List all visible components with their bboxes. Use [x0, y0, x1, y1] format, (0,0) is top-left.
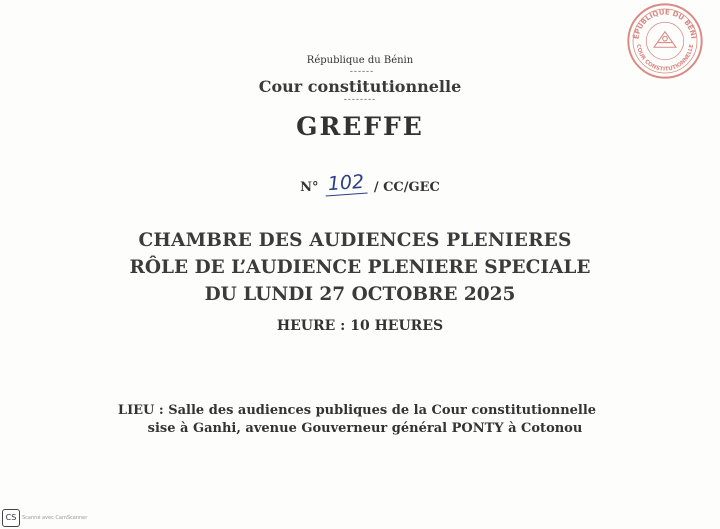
stamp-top-text: ÉPUBLIQUE DU BÉNI — [631, 7, 699, 40]
title-line-2: RÔLE DE L’AUDIENCE PLENIERE SPECIALE — [129, 257, 591, 278]
separator-top: ------ — [349, 67, 375, 77]
title-line-3: DU LUNDI 27 OCTOBRE 2025 — [204, 284, 516, 305]
location-line-1: LIEU : Salle des audiences publiques de la Cour constitutionnelle — [117, 403, 597, 418]
title-line-1: CHAMBRE DES AUDIENCES PLENIERES — [138, 230, 572, 251]
handwritten-number: 102 — [324, 171, 368, 197]
reference-suffix: / CC/GEC — [373, 180, 440, 195]
scanner-caption: Scanné avec CamScanner — [22, 515, 88, 521]
hearing-time: HEURE : 10 HEURES — [276, 318, 444, 334]
reference-number — [10, 170, 720, 197]
camscanner-logo-icon: CS — [2, 509, 20, 527]
separator-bottom: -------- — [343, 95, 377, 105]
stamp-emblem-icon — [654, 32, 676, 48]
reference-prefix: N° — [300, 180, 319, 195]
stamp-bottom-text: COUR CONSTITUTIONNELLE — [634, 43, 696, 73]
location-line-2: sise à Ganhi, avenue Gouverneur général PONTY à Cotonou — [147, 421, 583, 436]
svg-text:RÉPUBLIQUE DU BÉNIN — [626, 2, 698, 40]
country-name: République du Bénin — [306, 55, 414, 66]
court-name: Cour constitutionnelle — [258, 77, 462, 96]
office-title: GREFFE — [296, 112, 424, 141]
